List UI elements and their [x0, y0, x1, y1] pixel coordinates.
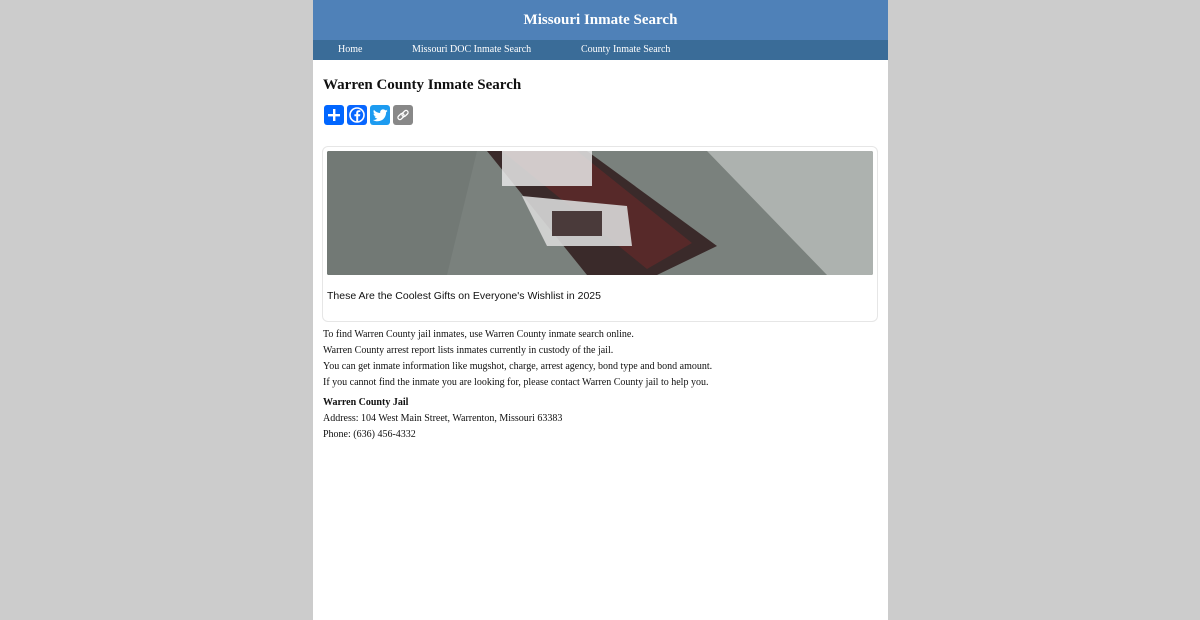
jail-info — [323, 395, 562, 443]
copy-link-icon — [396, 108, 410, 122]
jail-phone: Phone: (636) 456-4332 — [323, 429, 416, 440]
nav-bar — [313, 40, 888, 60]
intro-paragraph: Warren County arrest report lists inmates currently in custody of the jail. — [323, 345, 614, 356]
page-title: Warren County Inmate Search — [323, 77, 522, 93]
jail-name: Warren County Jail — [323, 397, 409, 408]
nav-item-missouri-doc-inmate-search[interactable]: Missouri DOC Inmate Search — [412, 44, 532, 55]
copy-link-share-button[interactable] — [393, 105, 413, 125]
site-title-link[interactable]: Missouri Inmate Search — [523, 11, 678, 28]
facebook-icon — [349, 107, 365, 123]
intro-paragraph: To find Warren County jail inmates, use Warren County inmate search online. — [323, 329, 634, 340]
ad-image[interactable] — [327, 151, 873, 275]
nav-item-county-inmate-search[interactable]: County Inmate Search — [581, 44, 671, 55]
jail-address: Address: 104 West Main Street, Warrenton, Missouri 63383 — [323, 413, 563, 424]
site-header — [313, 0, 888, 40]
share-button[interactable] — [324, 105, 344, 125]
twitter-icon — [373, 109, 388, 122]
ad-caption-link[interactable]: These Are the Coolest Gifts on Everyone's Wishlist in 2025 — [327, 290, 601, 302]
plus-share-icon — [327, 108, 341, 122]
boat-image — [327, 151, 873, 275]
page-container — [313, 0, 888, 620]
share-buttons — [324, 105, 413, 125]
intro-paragraph: If you cannot find the inmate you are looking for, please contact Warren County jail to help you. — [323, 377, 709, 388]
twitter-share-button[interactable] — [370, 105, 390, 125]
facebook-share-button[interactable] — [347, 105, 367, 125]
intro-text — [323, 327, 712, 391]
intro-paragraph: You can get inmate information like mugshot, charge, arrest agency, bond type and bond amount. — [323, 361, 713, 372]
advertisement[interactable] — [322, 146, 878, 322]
nav-item-home[interactable]: Home — [338, 44, 363, 55]
